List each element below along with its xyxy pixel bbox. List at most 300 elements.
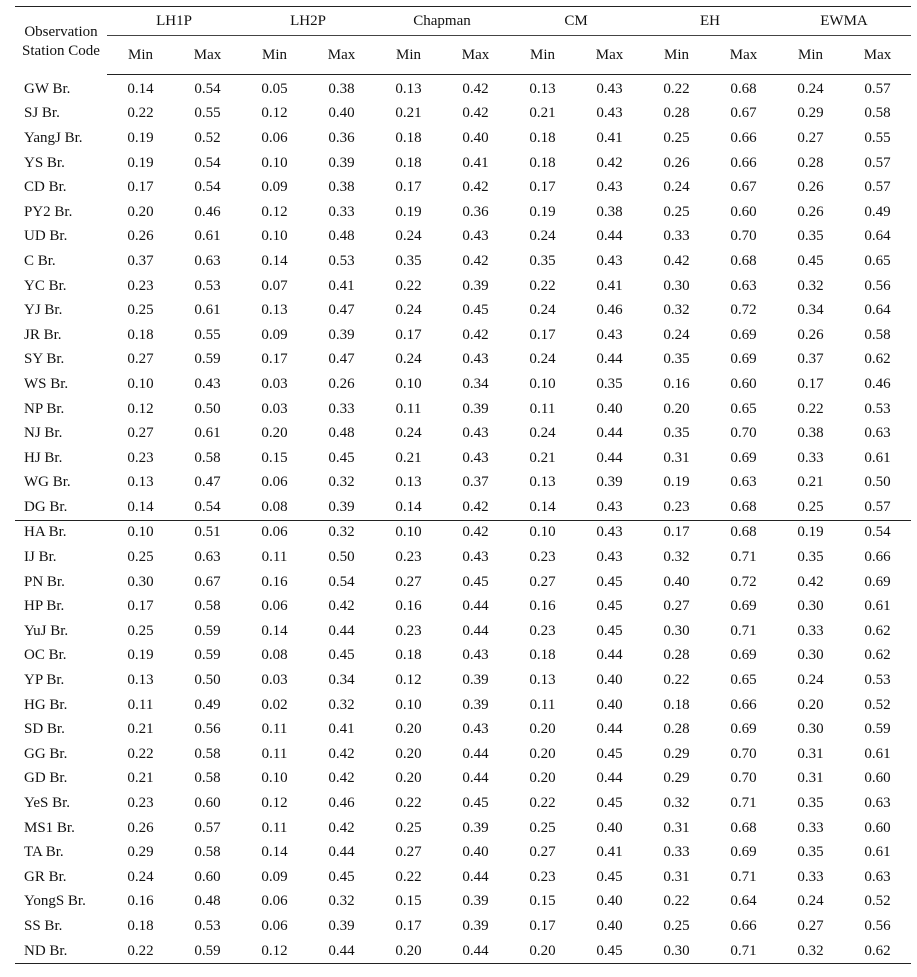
min-value-cell: 0.35 bbox=[395, 252, 422, 269]
min-value-cell: 0.25 bbox=[395, 819, 422, 836]
table-row bbox=[15, 767, 911, 792]
min-value-cell: 0.10 bbox=[261, 154, 288, 171]
max-value-cell: 0.56 bbox=[864, 277, 891, 294]
max-value-cell: 0.65 bbox=[730, 672, 757, 689]
min-value-cell: 0.17 bbox=[261, 351, 288, 368]
table-row bbox=[15, 890, 911, 915]
max-value-cell: 0.38 bbox=[328, 179, 355, 196]
max-value-cell: 0.69 bbox=[730, 598, 757, 615]
min-value-cell: 0.37 bbox=[127, 252, 154, 269]
max-value-cell: 0.50 bbox=[194, 672, 221, 689]
min-value-cell: 0.20 bbox=[395, 721, 422, 738]
max-value-cell: 0.40 bbox=[596, 893, 623, 910]
max-value-cell: 0.58 bbox=[194, 844, 221, 861]
table-row bbox=[15, 200, 911, 225]
max-value-cell: 0.44 bbox=[328, 622, 355, 639]
max-value-cell: 0.59 bbox=[194, 647, 221, 664]
table-row bbox=[15, 126, 911, 151]
table-row bbox=[15, 175, 911, 200]
max-value-cell: 0.60 bbox=[864, 819, 891, 836]
min-value-cell: 0.37 bbox=[797, 351, 824, 368]
station-code-cell: IJ Br. bbox=[24, 549, 57, 566]
station-code-cell: ND Br. bbox=[15, 939, 107, 964]
min-value-cell: 0.30 bbox=[797, 647, 824, 664]
station-code-cell: GD Br. bbox=[24, 770, 68, 787]
max-value-cell: 0.64 bbox=[864, 228, 891, 245]
max-value-cell: 0.44 bbox=[462, 745, 489, 762]
max-value-cell: 0.69 bbox=[730, 449, 757, 466]
max-value-cell: 0.54 bbox=[194, 154, 221, 171]
max-value-cell: 0.42 bbox=[328, 819, 355, 836]
station-code-cell: YC Br. bbox=[24, 277, 67, 294]
station-code-cell: NJ Br. bbox=[24, 425, 63, 442]
max-value-cell: 0.42 bbox=[462, 105, 489, 122]
table-row bbox=[15, 298, 911, 323]
min-value-cell: 0.25 bbox=[797, 498, 824, 515]
min-value-cell: 0.17 bbox=[797, 375, 824, 392]
min-value-cell: 0.20 bbox=[797, 696, 824, 713]
min-value-cell: 0.16 bbox=[529, 598, 556, 615]
max-value-cell: 0.39 bbox=[462, 400, 489, 417]
min-value-cell: 0.11 bbox=[261, 549, 288, 566]
min-value-cell: 0.10 bbox=[375, 520, 442, 545]
max-value-cell: 0.39 bbox=[328, 326, 355, 343]
min-value-cell: 0.10 bbox=[261, 770, 288, 787]
max-value-cell: 0.63 bbox=[864, 868, 891, 885]
max-value-cell: 0.66 bbox=[730, 154, 757, 171]
max-value-cell: 0.53 bbox=[864, 400, 891, 417]
min-value-cell: 0.06 bbox=[261, 474, 288, 491]
min-value-cell: 0.27 bbox=[127, 351, 154, 368]
min-value-cell: 0.06 bbox=[261, 917, 288, 934]
max-value-cell: 0.44 bbox=[596, 351, 623, 368]
min-value-cell: 0.27 bbox=[663, 598, 690, 615]
min-value-cell: 0.22 bbox=[529, 277, 556, 294]
min-value-cell: 0.19 bbox=[395, 203, 422, 220]
max-value-cell: 0.40 bbox=[328, 105, 355, 122]
max-value-cell: 0.63 bbox=[864, 425, 891, 442]
max-value-cell: 0.57 bbox=[864, 498, 891, 515]
max-value-cell: 0.67 bbox=[730, 179, 757, 196]
table-row bbox=[15, 274, 911, 299]
max-value-cell: 0.68 bbox=[730, 819, 757, 836]
max-value-cell: 0.50 bbox=[328, 549, 355, 566]
min-value-cell: 0.27 bbox=[127, 425, 154, 442]
max-value-cell: 0.63 bbox=[194, 549, 221, 566]
max-value-cell: 0.69 bbox=[730, 351, 757, 368]
max-value-cell: 0.58 bbox=[864, 105, 891, 122]
max-value-cell: 0.39 bbox=[462, 917, 489, 934]
max-value-cell: 0.34 bbox=[328, 672, 355, 689]
min-value-cell: 0.13 bbox=[127, 474, 154, 491]
max-value-cell: 0.63 bbox=[194, 252, 221, 269]
max-value-cell: 0.45 bbox=[596, 868, 623, 885]
min-value-cell: 0.18 bbox=[395, 154, 422, 171]
min-value-cell: 0.24 bbox=[529, 228, 556, 245]
method-header-eh: EH bbox=[643, 7, 777, 36]
min-value-cell: 0.13 bbox=[529, 474, 556, 491]
min-value-cell: 0.11 bbox=[127, 696, 154, 713]
min-value-cell: 0.27 bbox=[529, 844, 556, 861]
table-row bbox=[15, 225, 911, 250]
max-value-cell: 0.59 bbox=[174, 939, 241, 964]
min-header: Min bbox=[375, 36, 442, 75]
max-value-cell: 0.61 bbox=[864, 449, 891, 466]
min-value-cell: 0.24 bbox=[529, 425, 556, 442]
max-value-cell: 0.58 bbox=[194, 770, 221, 787]
max-value-cell: 0.42 bbox=[596, 154, 623, 171]
table-row bbox=[15, 865, 911, 890]
max-value-cell: 0.41 bbox=[328, 721, 355, 738]
max-value-cell: 0.40 bbox=[596, 696, 623, 713]
min-value-cell: 0.13 bbox=[395, 80, 422, 97]
min-value-cell: 0.24 bbox=[395, 302, 422, 319]
min-value-cell: 0.21 bbox=[395, 105, 422, 122]
max-value-cell: 0.43 bbox=[462, 425, 489, 442]
min-value-cell: 0.29 bbox=[663, 770, 690, 787]
max-value-cell: 0.43 bbox=[462, 647, 489, 664]
min-value-cell: 0.21 bbox=[529, 449, 556, 466]
min-value-cell: 0.30 bbox=[127, 573, 154, 590]
max-value-cell: 0.63 bbox=[730, 277, 757, 294]
station-code-cell: YangJ Br. bbox=[24, 129, 83, 146]
max-value-cell: 0.57 bbox=[194, 819, 221, 836]
min-value-cell: 0.20 bbox=[127, 203, 154, 220]
min-value-cell: 0.23 bbox=[127, 795, 154, 812]
station-code-cell: SD Br. bbox=[24, 721, 65, 738]
min-value-cell: 0.24 bbox=[797, 80, 824, 97]
min-value-cell: 0.16 bbox=[395, 598, 422, 615]
min-value-cell: 0.21 bbox=[127, 770, 154, 787]
table-row bbox=[15, 939, 911, 964]
min-value-cell: 0.30 bbox=[797, 721, 824, 738]
min-value-cell: 0.22 bbox=[529, 795, 556, 812]
min-value-cell: 0.05 bbox=[261, 80, 288, 97]
method-header-lh1p: LH1P bbox=[107, 7, 241, 36]
max-value-cell: 0.42 bbox=[462, 326, 489, 343]
max-value-cell: 0.42 bbox=[462, 252, 489, 269]
max-header: Max bbox=[308, 36, 375, 75]
min-value-cell: 0.24 bbox=[663, 326, 690, 343]
max-value-cell: 0.42 bbox=[328, 745, 355, 762]
min-value-cell: 0.19 bbox=[529, 203, 556, 220]
min-value-cell: 0.35 bbox=[797, 549, 824, 566]
table-row bbox=[15, 594, 911, 619]
max-value-cell: 0.45 bbox=[462, 573, 489, 590]
max-value-cell: 0.71 bbox=[730, 868, 757, 885]
station-code-cell: YongS Br. bbox=[24, 893, 86, 910]
max-value-cell: 0.44 bbox=[462, 868, 489, 885]
min-value-cell: 0.16 bbox=[663, 375, 690, 392]
table-row bbox=[15, 372, 911, 397]
max-value-cell: 0.32 bbox=[328, 696, 355, 713]
max-value-cell: 0.45 bbox=[462, 302, 489, 319]
max-value-cell: 0.43 bbox=[596, 549, 623, 566]
min-value-cell: 0.09 bbox=[261, 179, 288, 196]
max-value-cell: 0.39 bbox=[462, 672, 489, 689]
max-value-cell: 0.44 bbox=[596, 449, 623, 466]
min-value-cell: 0.12 bbox=[241, 939, 308, 964]
table-row bbox=[15, 249, 911, 274]
max-value-cell: 0.43 bbox=[596, 80, 623, 97]
max-value-cell: 0.38 bbox=[596, 203, 623, 220]
min-value-cell: 0.32 bbox=[663, 302, 690, 319]
min-value-cell: 0.24 bbox=[797, 893, 824, 910]
max-value-cell: 0.40 bbox=[596, 672, 623, 689]
max-value-cell: 0.44 bbox=[462, 622, 489, 639]
min-value-cell: 0.25 bbox=[127, 622, 154, 639]
min-value-cell: 0.15 bbox=[395, 893, 422, 910]
min-value-cell: 0.21 bbox=[395, 449, 422, 466]
max-value-cell: 0.47 bbox=[328, 351, 355, 368]
max-value-cell: 0.63 bbox=[730, 474, 757, 491]
min-value-cell: 0.09 bbox=[261, 326, 288, 343]
max-value-cell: 0.60 bbox=[194, 868, 221, 885]
max-value-cell: 0.57 bbox=[864, 80, 891, 97]
max-value-cell: 0.45 bbox=[596, 745, 623, 762]
min-value-cell: 0.17 bbox=[127, 179, 154, 196]
min-value-cell: 0.17 bbox=[529, 326, 556, 343]
min-value-cell: 0.17 bbox=[395, 179, 422, 196]
max-value-cell: 0.58 bbox=[864, 326, 891, 343]
min-value-cell: 0.21 bbox=[127, 721, 154, 738]
max-value-cell: 0.64 bbox=[864, 302, 891, 319]
table-row bbox=[15, 520, 911, 545]
min-value-cell: 0.24 bbox=[529, 302, 556, 319]
max-value-cell: 0.49 bbox=[194, 696, 221, 713]
min-value-cell: 0.06 bbox=[261, 893, 288, 910]
max-value-cell: 0.72 bbox=[730, 573, 757, 590]
table-row bbox=[15, 914, 911, 939]
min-value-cell: 0.30 bbox=[663, 622, 690, 639]
min-value-cell: 0.17 bbox=[127, 598, 154, 615]
min-value-cell: 0.21 bbox=[529, 105, 556, 122]
station-code-cell: YJ Br. bbox=[24, 302, 63, 319]
min-value-cell: 0.06 bbox=[261, 598, 288, 615]
min-value-cell: 0.27 bbox=[797, 917, 824, 934]
min-value-cell: 0.24 bbox=[395, 351, 422, 368]
min-value-cell: 0.27 bbox=[797, 129, 824, 146]
min-value-cell: 0.20 bbox=[395, 770, 422, 787]
table-row bbox=[15, 421, 911, 446]
min-value-cell: 0.19 bbox=[777, 520, 844, 545]
min-header: Min bbox=[107, 36, 174, 75]
max-value-cell: 0.44 bbox=[328, 844, 355, 861]
table-row bbox=[15, 693, 911, 718]
min-value-cell: 0.18 bbox=[127, 917, 154, 934]
max-value-cell: 0.39 bbox=[462, 819, 489, 836]
max-value-cell: 0.55 bbox=[864, 129, 891, 146]
max-value-cell: 0.52 bbox=[864, 696, 891, 713]
max-value-cell: 0.43 bbox=[462, 351, 489, 368]
min-value-cell: 0.02 bbox=[261, 696, 288, 713]
max-header: Max bbox=[844, 36, 911, 75]
min-value-cell: 0.35 bbox=[663, 351, 690, 368]
max-value-cell: 0.41 bbox=[462, 154, 489, 171]
min-value-cell: 0.25 bbox=[663, 203, 690, 220]
max-value-cell: 0.42 bbox=[328, 598, 355, 615]
min-value-cell: 0.33 bbox=[797, 449, 824, 466]
max-value-cell: 0.59 bbox=[194, 622, 221, 639]
data-table bbox=[15, 6, 911, 964]
max-value-cell: 0.60 bbox=[864, 770, 891, 787]
max-value-cell: 0.64 bbox=[730, 893, 757, 910]
max-value-cell: 0.71 bbox=[710, 939, 777, 964]
max-value-cell: 0.60 bbox=[194, 795, 221, 812]
min-header: Min bbox=[777, 36, 844, 75]
min-value-cell: 0.45 bbox=[797, 252, 824, 269]
min-value-cell: 0.42 bbox=[663, 252, 690, 269]
max-value-cell: 0.45 bbox=[576, 939, 643, 964]
min-value-cell: 0.11 bbox=[395, 400, 422, 417]
method-header-lh2p: LH2P bbox=[241, 7, 375, 36]
min-value-cell: 0.25 bbox=[127, 302, 154, 319]
max-value-cell: 0.69 bbox=[730, 844, 757, 861]
min-value-cell: 0.27 bbox=[395, 844, 422, 861]
max-value-cell: 0.66 bbox=[864, 549, 891, 566]
max-value-cell: 0.41 bbox=[328, 277, 355, 294]
min-value-cell: 0.03 bbox=[261, 375, 288, 392]
max-value-cell: 0.40 bbox=[462, 844, 489, 861]
min-value-cell: 0.17 bbox=[395, 326, 422, 343]
min-value-cell: 0.11 bbox=[261, 721, 288, 738]
min-value-cell: 0.20 bbox=[529, 745, 556, 762]
min-value-cell: 0.10 bbox=[127, 375, 154, 392]
max-value-cell: 0.61 bbox=[194, 302, 221, 319]
min-value-cell: 0.12 bbox=[261, 203, 288, 220]
min-value-cell: 0.30 bbox=[663, 277, 690, 294]
max-value-cell: 0.41 bbox=[596, 277, 623, 294]
max-value-cell: 0.66 bbox=[730, 129, 757, 146]
max-value-cell: 0.43 bbox=[596, 498, 623, 515]
max-value-cell: 0.52 bbox=[194, 129, 221, 146]
min-value-cell: 0.38 bbox=[797, 425, 824, 442]
table-row bbox=[15, 668, 911, 693]
table-row bbox=[15, 471, 911, 496]
max-value-cell: 0.40 bbox=[596, 400, 623, 417]
max-value-cell: 0.44 bbox=[596, 228, 623, 245]
min-value-cell: 0.19 bbox=[127, 154, 154, 171]
min-value-cell: 0.10 bbox=[395, 375, 422, 392]
min-header: Min bbox=[643, 36, 710, 75]
table-row bbox=[15, 791, 911, 816]
min-value-cell: 0.12 bbox=[261, 105, 288, 122]
max-value-cell: 0.58 bbox=[194, 449, 221, 466]
max-value-cell: 0.46 bbox=[596, 302, 623, 319]
min-value-cell: 0.10 bbox=[107, 520, 174, 545]
max-value-cell: 0.61 bbox=[864, 844, 891, 861]
max-value-cell: 0.54 bbox=[328, 573, 355, 590]
min-value-cell: 0.22 bbox=[127, 745, 154, 762]
max-header: Max bbox=[442, 36, 509, 75]
min-value-cell: 0.19 bbox=[127, 129, 154, 146]
station-code-cell: HJ Br. bbox=[24, 449, 63, 466]
table-row bbox=[15, 75, 911, 102]
min-value-cell: 0.31 bbox=[663, 819, 690, 836]
max-value-cell: 0.43 bbox=[194, 375, 221, 392]
station-code-cell: YP Br. bbox=[24, 672, 65, 689]
table-row bbox=[15, 816, 911, 841]
table-body bbox=[15, 75, 911, 964]
min-value-cell: 0.35 bbox=[529, 252, 556, 269]
max-value-cell: 0.39 bbox=[328, 917, 355, 934]
max-value-cell: 0.70 bbox=[730, 228, 757, 245]
min-value-cell: 0.13 bbox=[395, 474, 422, 491]
station-code-cell: PN Br. bbox=[24, 573, 65, 590]
min-value-cell: 0.14 bbox=[529, 498, 556, 515]
min-value-cell: 0.20 bbox=[509, 939, 576, 964]
station-code-cell: JR Br. bbox=[24, 326, 62, 343]
max-value-cell: 0.67 bbox=[730, 105, 757, 122]
max-value-cell: 0.53 bbox=[194, 917, 221, 934]
max-value-cell: 0.42 bbox=[462, 498, 489, 515]
max-value-cell: 0.32 bbox=[328, 893, 355, 910]
max-value-cell: 0.62 bbox=[864, 351, 891, 368]
max-value-cell: 0.69 bbox=[730, 647, 757, 664]
max-value-cell: 0.70 bbox=[730, 770, 757, 787]
max-value-cell: 0.39 bbox=[462, 696, 489, 713]
station-code-cell: C Br. bbox=[24, 252, 56, 269]
min-value-cell: 0.23 bbox=[395, 549, 422, 566]
max-value-cell: 0.55 bbox=[194, 326, 221, 343]
min-value-cell: 0.23 bbox=[529, 622, 556, 639]
min-value-cell: 0.18 bbox=[529, 129, 556, 146]
min-value-cell: 0.33 bbox=[797, 622, 824, 639]
max-value-cell: 0.71 bbox=[730, 622, 757, 639]
station-code-cell: GG Br. bbox=[24, 745, 68, 762]
min-value-cell: 0.18 bbox=[395, 647, 422, 664]
min-value-cell: 0.33 bbox=[797, 819, 824, 836]
table-row bbox=[15, 323, 911, 348]
min-value-cell: 0.22 bbox=[127, 105, 154, 122]
max-value-cell: 0.32 bbox=[328, 474, 355, 491]
min-value-cell: 0.14 bbox=[127, 80, 154, 97]
max-value-cell: 0.39 bbox=[328, 154, 355, 171]
min-value-cell: 0.18 bbox=[395, 129, 422, 146]
table-row bbox=[15, 619, 911, 644]
min-value-cell: 0.22 bbox=[395, 795, 422, 812]
max-value-cell: 0.57 bbox=[864, 179, 891, 196]
max-value-cell: 0.70 bbox=[730, 745, 757, 762]
min-value-cell: 0.32 bbox=[797, 277, 824, 294]
max-value-cell: 0.69 bbox=[864, 573, 891, 590]
station-code-header: Observation Station Code bbox=[15, 7, 107, 75]
max-value-cell: 0.45 bbox=[596, 598, 623, 615]
max-value-cell: 0.65 bbox=[730, 400, 757, 417]
station-code-cell: HP Br. bbox=[24, 598, 65, 615]
table-row bbox=[15, 348, 911, 373]
min-value-cell: 0.31 bbox=[663, 868, 690, 885]
min-value-cell: 0.15 bbox=[529, 893, 556, 910]
min-value-cell: 0.28 bbox=[663, 105, 690, 122]
min-value-cell: 0.35 bbox=[663, 425, 690, 442]
max-value-cell: 0.48 bbox=[194, 893, 221, 910]
max-value-cell: 0.42 bbox=[462, 80, 489, 97]
table-row bbox=[15, 397, 911, 422]
min-value-cell: 0.12 bbox=[261, 795, 288, 812]
min-value-cell: 0.26 bbox=[127, 819, 154, 836]
max-value-cell: 0.40 bbox=[596, 819, 623, 836]
max-value-cell: 0.60 bbox=[730, 375, 757, 392]
max-value-cell: 0.44 bbox=[442, 939, 509, 964]
max-value-cell: 0.45 bbox=[462, 795, 489, 812]
max-value-cell: 0.44 bbox=[462, 598, 489, 615]
max-value-cell: 0.43 bbox=[596, 326, 623, 343]
min-value-cell: 0.23 bbox=[127, 449, 154, 466]
max-value-cell: 0.45 bbox=[596, 795, 623, 812]
min-value-cell: 0.13 bbox=[127, 672, 154, 689]
min-value-cell: 0.20 bbox=[529, 770, 556, 787]
